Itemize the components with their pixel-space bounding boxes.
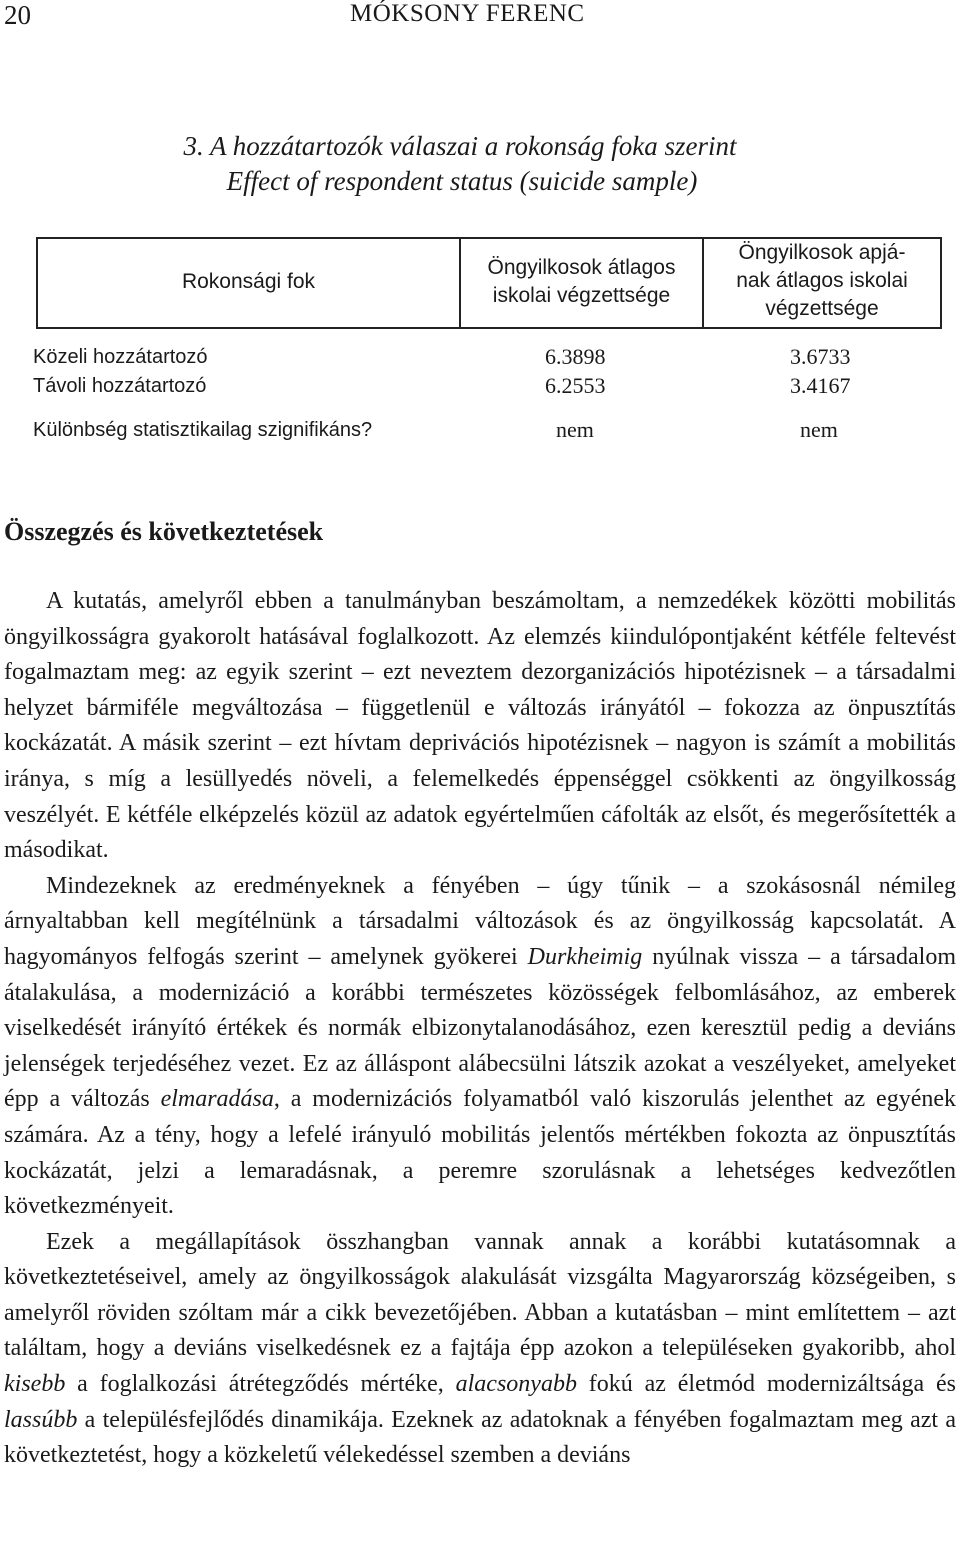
row-label-szignifikans: Különbség statisztikailag szignifikáns? bbox=[33, 419, 373, 441]
column-header-rokonsagi-fok: Rokonsági fok bbox=[181, 270, 316, 293]
italic-text: kisebb bbox=[4, 1371, 66, 1398]
italic-text: elmaradása bbox=[160, 1086, 274, 1113]
body-text bbox=[4, 584, 956, 1474]
paragraph bbox=[4, 869, 956, 1225]
column-header-line: iskolai végzettsége bbox=[492, 284, 671, 307]
cell-szignifikans-col2: nem bbox=[556, 417, 594, 442]
italic-text: Durkheimig bbox=[527, 943, 643, 970]
cell-tavoli-col2: 6.2553 bbox=[545, 373, 606, 398]
table-title: 3. A hozzátartozók válaszai a rokonság foka szerint bbox=[183, 131, 737, 161]
text-run: , a modernizációs folyamatból való kiszorulás jelenthet az egyének számára. Az a tény, hogy a lefelé irányuló mobilitás jelentős mértékben fokozta az önpusztítás kockázatát, jelzi a lemaradásnak, a peremre szorulásnak a lehetséges kedvezőtlen következményeit. bbox=[4, 1086, 956, 1220]
text-run: Ezek a megállapítások összhangban vannak annak a korábbi kutatásomnak a következtetéseivel, amely az öngyilkosságok alakulását vizsgálta Magyarország községeiben, s amelyről röviden szóltam már a cikk bevezetőjében. Abban a kutatásban – mint említettem – azt találtam, hogy a deviáns viselkedésnek ez a fajtája épp azokon a településeken gyakoribb, ahol bbox=[4, 1228, 956, 1362]
column-header-apa-vegzettsege bbox=[704, 239, 940, 323]
page-number: 20 bbox=[4, 0, 31, 30]
text-run: a településfejlődés dinamikája. Ezeknek az adatoknak a fényében fogalmaztam meg azt a következtetést, hogy a közkeletű vélekedéssel szemben a deviáns bbox=[4, 1406, 956, 1469]
row-label-tavoli: Távoli hozzátartozó bbox=[33, 375, 207, 397]
row-label-kozeli: Közeli hozzátartozó bbox=[33, 346, 208, 368]
column-header-line: Öngyilkosok átlagos bbox=[487, 256, 676, 279]
cell-tavoli-col3: 3.4167 bbox=[790, 373, 851, 398]
cell-kozeli-col3: 3.6733 bbox=[790, 344, 851, 369]
table-subtitle: Effect of respondent status (suicide sample) bbox=[226, 166, 698, 196]
column-header-line: nak átlagos iskolai bbox=[736, 269, 908, 292]
cell-kozeli-col2: 6.3898 bbox=[545, 344, 606, 369]
section-heading: Összegzés és következtetések bbox=[4, 517, 324, 546]
italic-text: lassúbb bbox=[4, 1406, 78, 1433]
cell-szignifikans-col3: nem bbox=[800, 417, 838, 442]
text-run: Mindezeknek az eredményeknek a fényében – úgy tűnik – a szokásosnál némileg árnyaltabban kell megítélnünk a társadalmi változások és az öngyilkosság kapcsolatát. A hagyományos felfogás szerint – amelynek gyökerei bbox=[4, 872, 956, 970]
text-run: a foglalkozási átrétegződés mértéke, bbox=[65, 1371, 456, 1398]
paragraph bbox=[4, 1225, 956, 1474]
paragraph bbox=[4, 584, 956, 869]
text-run: fokú az életmód modernizáltsága és bbox=[576, 1371, 956, 1398]
running-head: MÓKSONY FERENC bbox=[350, 0, 585, 27]
column-header-ongyilkosok-vegzettsege bbox=[461, 254, 702, 310]
column-header-line: végzettsége bbox=[765, 297, 879, 320]
italic-text: alacsonyabb bbox=[455, 1371, 577, 1398]
text-run: nyúlnak vissza – a társadalom átalakulása, a modernizáció a korábbi természetes közösségek felbomlásához, az emberek viselkedését irányító értékek és normák elbizonytalanodásához, ezen keresztül pedig a deviáns jelenségek terjedéséhez vezet. Ez az álláspont alábecsülni látszik azokat a veszélyeket, amelyeket épp a változás bbox=[4, 943, 957, 1113]
text-run: A kutatás, amelyről ebben a tanulmányban beszámoltam, a nemzedékek közötti mobilitás öngyilkosságra gyakorolt hatásával foglalkozott. Az elemzés kiindulópontjaként kétféle feltevést fogalmaztam meg: az egyik szerint – ezt neveztem dezorganizációs hipotézisnek – a társadalmi helyzet bármiféle megváltozása – függetlenül e változás irányától – fokozza az önpusztítás kockázatát. A másik szerint – ezt hívtam deprivációs hipotézisnek – nagyon is számít a mobilitás iránya, s míg a lesüllyedés növeli, a felemelkedés éppenséggel csökkenti az öngyilkosság veszélyét. E kétféle elképzelés közül az adatok egyértelműen cáfolták az elsőt, és megerősítették a másodikat. bbox=[4, 588, 956, 864]
column-header-line: Öngyilkosok apjá- bbox=[738, 241, 906, 264]
